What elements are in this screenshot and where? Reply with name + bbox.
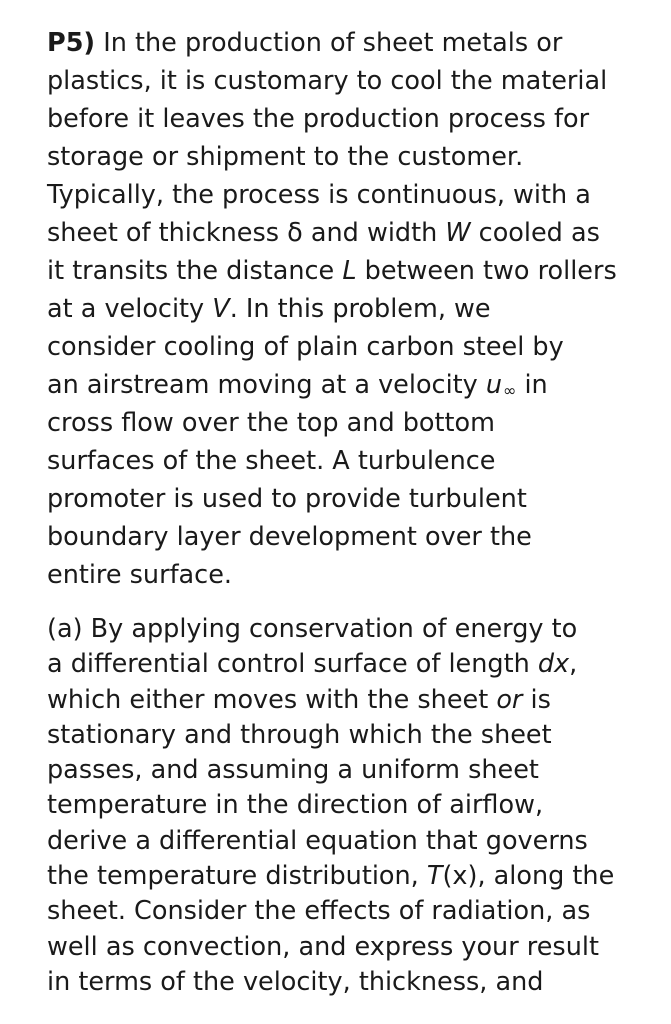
text-span: an airstream moving at a velocity [47,370,486,400]
text-span: it transits the distance [47,256,343,286]
text-span: , [569,649,578,680]
text-line [47,24,657,62]
text-line: (a) By applying conservation of energy to [47,614,578,644]
text-line: derive a differential equation that governs [47,825,588,856]
text-line [47,647,657,682]
math-variable-dx: dx [537,649,570,680]
text-span: (x), along the [442,861,615,892]
math-variable-L: L [342,256,357,286]
text-line: consider cooling of plain carbon steel by [47,332,564,362]
text-span: . In this problem, we [229,294,491,324]
math-variable-T: T [426,861,443,892]
text-line: boundary layer development over the [47,522,532,552]
text-line: promoter is used to provide turbulent [47,484,527,514]
text-line [47,366,657,404]
text-span: which either moves with the sheet [47,684,497,715]
text-span: between two rollers [356,256,617,286]
problem-paragraph-1 [47,24,657,594]
problem-label: P5) [47,28,96,58]
text-line: temperature in the direction of airflow, [47,790,544,821]
problem-part-a [47,612,657,1000]
text-line: stationary and through which the sheet [47,719,552,750]
text-line [47,214,657,252]
text-line: storage or shipment to the customer. [47,142,524,172]
math-variable-W: W [445,218,471,248]
text-line [47,290,657,328]
emphasis-or: or [496,684,523,715]
text-line: cross flow over the top and bottom [47,408,495,438]
text-span: sheet of thickness δ and width [47,218,446,248]
text-line: sheet. Consider the effects of radiation, as [47,896,591,927]
infinity-subscript: ∞ [503,381,517,400]
text-line: passes, and assuming a uniform sheet [47,755,539,786]
text-line: well as convection, and express your result [47,931,599,962]
text-span: is [522,684,551,715]
text-line: before it leaves the production process for [47,104,590,134]
text-line: surfaces of the sheet. A turbulence [47,446,496,476]
text-line [47,252,657,290]
text-line: Typically, the process is continuous, with a [47,180,591,210]
text-span: In the production of sheet metals or [95,28,563,58]
text-line: plastics, it is customary to cool the material [47,66,608,96]
text-line: in terms of the velocity, thickness, and [47,966,544,997]
text-line: entire surface. [47,560,232,590]
math-variable-u: u [485,370,503,400]
text-line [47,859,657,894]
text-span: cooled as [470,218,600,248]
math-variable-V: V [212,294,230,324]
text-line [47,683,657,718]
text-span: at a velocity [47,294,213,324]
text-span: the temperature distribution, [47,861,427,892]
text-span: a differential control surface of length [47,649,538,680]
text-span: in [516,370,548,400]
